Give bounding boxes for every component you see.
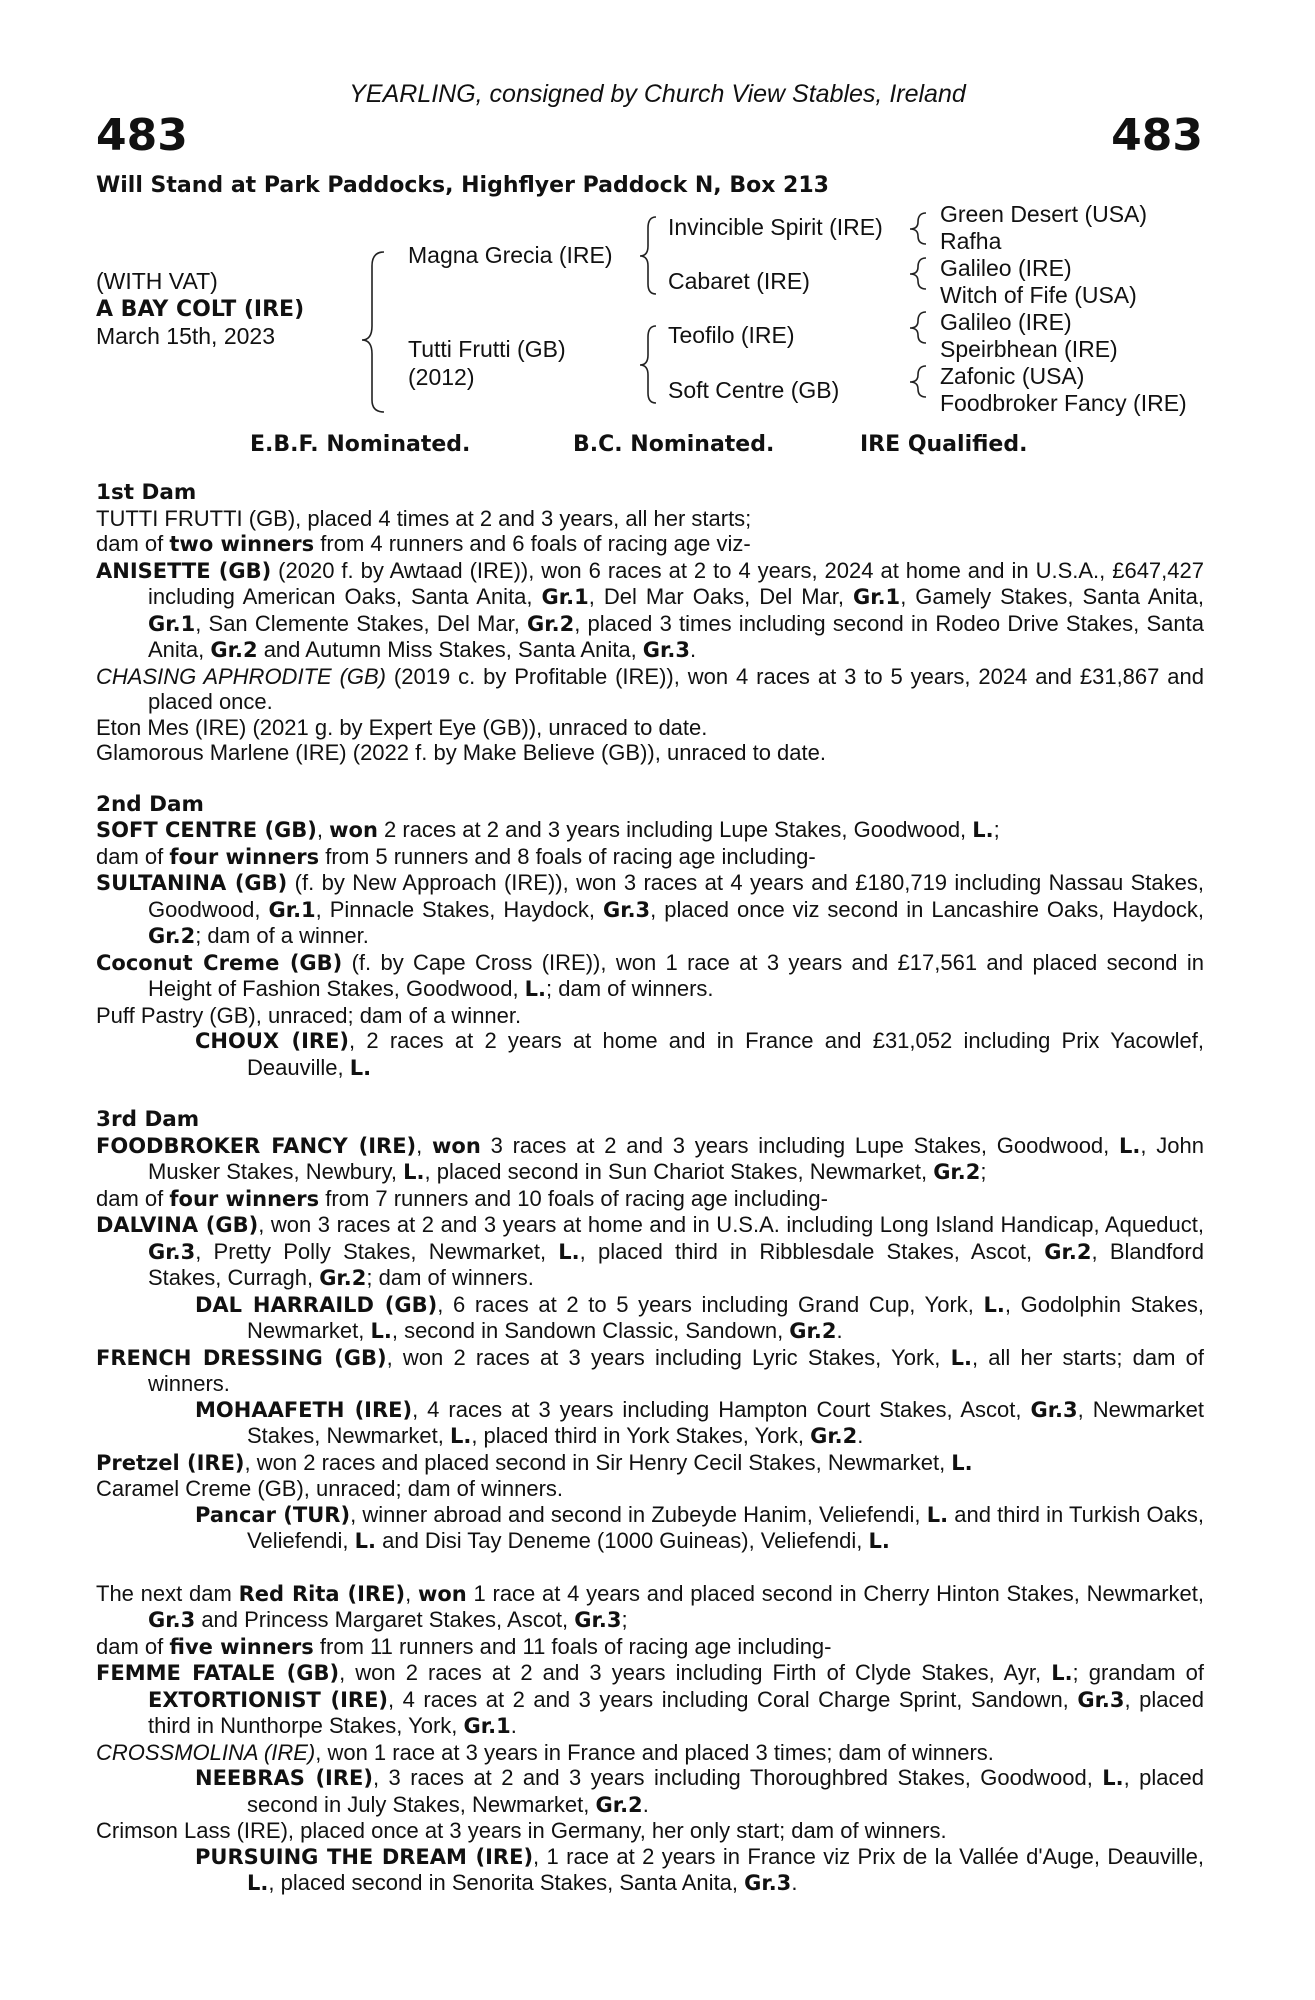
emphasis-text: ANISETTE (GB) <box>96 558 272 583</box>
pedigree-section <box>96 480 1204 766</box>
pedigree-sire: Magna Grecia (IRE) <box>408 242 613 268</box>
emphasis-text: L. <box>1119 1133 1141 1158</box>
pedigree-ggp-4: Witch of Fife (USA) <box>940 282 1137 308</box>
emphasis-text: Gr.1 <box>268 897 316 922</box>
record-text: , won 3 races at 2 and 3 years at home and in U.S.A. including Long Island Handicap, Aqueduct, <box>258 1212 1204 1237</box>
emphasis-text: two winners <box>169 532 315 556</box>
record-text: . <box>791 1870 798 1895</box>
record-line <box>96 664 1204 715</box>
nomination-ire: IRE Qualified. <box>860 432 1028 457</box>
section-heading: 2nd Dam <box>96 791 204 817</box>
emphasis-text: Gr.3 <box>642 638 690 662</box>
record-text: 1 race at 4 years and placed second in Cherry Hinton Stakes, Newmarket, <box>466 1580 1204 1606</box>
brace-main <box>362 252 384 412</box>
pedigree-sire-dam: Cabaret (IRE) <box>668 268 810 294</box>
record-line <box>96 506 1204 532</box>
emphasis-text: L. <box>950 1345 972 1370</box>
record-text: , 6 races at 2 to 5 years including Grand Cup, York, <box>437 1291 984 1317</box>
emphasis-text: Gr.2 <box>595 1792 643 1817</box>
record-line <box>96 715 1204 741</box>
pedigree-ggp-7: Zafonic (USA) <box>940 363 1085 389</box>
brace-gg2 <box>910 258 926 289</box>
brace-gg4 <box>910 366 926 397</box>
record-text: , placed third in Ribblesdale Stakes, Ascot, <box>579 1238 1045 1264</box>
emphasis-text: Pancar (TUR) <box>195 1502 351 1527</box>
emphasis-text: FOODBROKER FANCY (IRE) <box>96 1133 417 1158</box>
record-text: from 4 runners and 6 foals of racing age viz- <box>314 531 751 556</box>
record-line <box>96 1345 1204 1397</box>
emphasis-text: CHOUX (IRE) <box>195 1029 350 1053</box>
record-line <box>96 1502 1204 1555</box>
record-text: . <box>510 1713 517 1738</box>
emphasis-text: L. <box>524 977 547 1001</box>
record-text: (f. by New Approach (IRE)), won 3 races at 4 years and £180,719 including Nassau Stakes, Goodwood, <box>148 870 1204 922</box>
record-text: Caramel Creme (GB), unraced; dam of winners. <box>96 1476 564 1501</box>
emphasis-text: Coconut Creme (GB) <box>96 950 343 975</box>
record-line <box>96 1844 1204 1897</box>
emphasis-text: DAL HARRAILD (GB) <box>195 1292 438 1317</box>
emphasis-text: Gr.1 <box>148 611 196 636</box>
brace-sire <box>640 217 656 294</box>
record-line <box>96 817 1204 844</box>
emphasis-text: Gr.3 <box>574 1608 622 1632</box>
record-text: , placed second in July Stakes, Newmarket, <box>247 1765 1205 1817</box>
record-text: Glamorous Marlene (IRE) (2022 f. by Make Believe (GB)), unraced to date. <box>96 740 826 765</box>
record-text: dam of <box>96 1185 170 1211</box>
emphasis-text: L. <box>951 1450 973 1475</box>
record-line <box>96 1740 1204 1766</box>
record-text: and Princess Margaret Stakes, Ascot, <box>195 1607 575 1632</box>
record-line <box>96 1003 1204 1029</box>
emphasis-text: FRENCH DRESSING (GB) <box>96 1345 387 1370</box>
pedigree-dam-sire: Teofilo (IRE) <box>668 322 795 348</box>
section-heading: 3rd Dam <box>96 1107 200 1132</box>
record-line <box>96 1765 1204 1818</box>
record-text: ; dam of winners. <box>546 976 714 1001</box>
emphasis-text: Gr.1 <box>852 585 901 609</box>
record-text: . <box>690 637 697 662</box>
record-text: from 5 runners and 8 foals of racing age including- <box>319 843 816 869</box>
record-line <box>96 1397 1204 1450</box>
emphasis-text: L. <box>558 1239 580 1264</box>
record-line <box>96 1660 1204 1740</box>
pedigree-dam-year: (2012) <box>408 364 475 390</box>
stand-info: Will Stand at Park Paddocks, Highflyer Paddock N, Box 213 <box>96 173 829 198</box>
emphasis-text: Gr.3 <box>1030 1397 1078 1422</box>
record-text: , won 2 races and placed second in Sir Henry Cecil Stakes, Newmarket, <box>244 1449 952 1475</box>
record-text: dam of <box>96 843 170 869</box>
emphasis-text: PURSUING THE DREAM (IRE) <box>195 1844 534 1869</box>
nomination-bc: B.C. Nominated. <box>573 432 775 457</box>
record-text: ; <box>993 817 1000 842</box>
emphasis-text: NEEBRAS (IRE) <box>195 1766 373 1790</box>
emphasis-text: L. <box>983 1292 1005 1317</box>
emphasis-text: Red Rita (IRE) <box>238 1581 406 1606</box>
pedigree-ggp-3: Galileo (IRE) <box>940 255 1072 281</box>
record-text: ; dam of winners. <box>366 1265 534 1290</box>
emphasis-text: four winners <box>169 1186 320 1211</box>
emphasis-text: won <box>417 1581 467 1606</box>
record-text: , Gamely Stakes, Santa Anita, <box>900 584 1204 609</box>
record-text: , <box>416 1132 433 1158</box>
emphasis-text: Gr.2 <box>148 924 196 948</box>
emphasis-text: DALVINA (GB) <box>96 1213 259 1237</box>
section-heading: 1st Dam <box>96 480 197 505</box>
record-line <box>96 1292 1204 1345</box>
record-text: and Autumn Miss Stakes, Santa Anita, <box>257 637 643 662</box>
record-text: (f. by Cape Cross (IRE)), won 1 race at 3 years and £17,561 and placed second in Height of Fashion Stakes, Goodwood, <box>148 949 1204 1001</box>
record-line <box>96 1212 1204 1292</box>
emphasis-text: L. <box>1051 1661 1073 1685</box>
record-text: , Newmarket Stakes, Newmarket, <box>247 1396 1204 1448</box>
emphasis-text: L. <box>972 818 994 842</box>
emphasis-text: L. <box>370 1319 392 1343</box>
emphasis-text: L. <box>354 1529 376 1553</box>
pedigree-section <box>96 792 1204 1082</box>
emphasis-text: Gr.2 <box>810 1424 858 1448</box>
record-text: ; <box>621 1607 628 1632</box>
pedigree-ggp-8: Foodbroker Fancy (IRE) <box>940 390 1187 416</box>
record-line <box>96 558 1204 664</box>
record-text: and third in Turkish Oaks, Veliefendi, <box>247 1501 1205 1553</box>
pedigree-ggp-5: Galileo (IRE) <box>940 309 1072 335</box>
pedigree-sire-sire: Invincible Spirit (IRE) <box>668 214 883 240</box>
nomination-ebf: E.B.F. Nominated. <box>250 432 471 457</box>
record-text: , winner abroad and second in Zubeyde Hanim, Veliefendi, <box>350 1501 927 1527</box>
record-text: , 4 races at 2 and 3 years including Coral Charge Sprint, Sandown, <box>388 1686 1078 1712</box>
record-text: , won 1 race at 3 years in France and placed 3 times; dam of winners. <box>315 1739 994 1765</box>
record-text: , Pretty Polly Stakes, Newmarket, <box>195 1238 559 1264</box>
subject-name: A BAY COLT (IRE) <box>96 297 305 322</box>
emphasis-text: SULTANINA (GB) <box>96 871 288 895</box>
emphasis-text: won <box>329 818 378 842</box>
record-text: , John Musker Stakes, Newbury, <box>148 1132 1204 1184</box>
record-text: , 1 race at 2 years in France viz Prix de la Vallée d'Auge, Deauville, <box>533 1843 1204 1869</box>
record-text: (2020 f. by Awtaad (IRE)), won 6 races at 2 to 4 years, 2024 at home and in U.S.A., £647,427 including American Oaks, Santa Anita, <box>148 557 1204 609</box>
record-text: , <box>405 1580 418 1606</box>
record-text: CROSSMOLINA (IRE) <box>96 1739 316 1765</box>
produce-record <box>96 480 1204 1897</box>
pedigree-dam-dam: Soft Centre (GB) <box>668 377 840 403</box>
record-text: . <box>836 1318 843 1343</box>
emphasis-text: Gr.3 <box>148 1239 196 1264</box>
emphasis-text: Gr.3 <box>148 1608 196 1632</box>
record-text: 2 races at 2 and 3 years including Lupe Stakes, Goodwood, <box>377 817 973 842</box>
emphasis-text: won <box>432 1133 481 1158</box>
record-text: The next dam <box>96 1580 239 1606</box>
emphasis-text: L. <box>449 1424 472 1448</box>
record-text: , Godolphin Stakes, Newmarket, <box>247 1291 1204 1343</box>
record-text: , won 2 races at 2 and 3 years including Firth of Clyde Stakes, Ayr, <box>339 1660 1052 1685</box>
emphasis-text: FEMME FATALE (GB) <box>96 1661 340 1685</box>
record-text: , placed third in Nunthorpe Stakes, York, <box>148 1686 1204 1738</box>
record-line <box>96 870 1204 950</box>
lot-number-right: 483 <box>1111 110 1203 161</box>
pedigree-dam-name: Tutti Frutti (GB) <box>408 336 566 362</box>
subject-dob: March 15th, 2023 <box>96 323 276 349</box>
record-text: , placed once viz second in Lancashire Oaks, Haydock, <box>650 896 1205 922</box>
emphasis-text: five winners <box>169 1634 314 1659</box>
record-line <box>96 1634 1204 1661</box>
brace-gg3 <box>910 312 926 343</box>
record-line <box>96 1133 1204 1186</box>
record-text: 3 races at 2 and 3 years including Lupe Stakes, Goodwood, <box>480 1132 1120 1158</box>
section-gap <box>96 766 1204 792</box>
vat-label: (WITH VAT) <box>96 268 218 294</box>
emphasis-text: Gr.3 <box>1077 1687 1125 1712</box>
emphasis-text: L. <box>403 1160 425 1184</box>
emphasis-text: Gr.2 <box>527 611 575 636</box>
emphasis-text: Gr.2 <box>933 1160 981 1184</box>
record-text: from 7 runners and 10 foals of racing age including- <box>319 1185 828 1211</box>
emphasis-text: Gr.3 <box>602 897 651 922</box>
record-text: , Blandford Stakes, Curragh, <box>148 1238 1204 1290</box>
brace-gg1 <box>910 213 926 244</box>
record-text: Eton Mes (IRE) (2021 g. by Expert Eye (GB)), unraced to date. <box>96 714 708 740</box>
record-text: Puff Pastry (GB), unraced; dam of a winner. <box>96 1002 522 1028</box>
pedigree-section <box>96 1107 1204 1555</box>
record-text: . <box>857 1423 864 1448</box>
record-line <box>96 844 1204 871</box>
emphasis-text: EXTORTIONIST (IRE) <box>148 1687 389 1712</box>
record-text: TUTTI FRUTTI (GB), placed 4 times at 2 and 3 years, all her starts; <box>96 505 752 531</box>
lot-number-left: 483 <box>96 110 188 161</box>
record-text: , 3 races at 2 and 3 years including Thoroughbred Stakes, Goodwood, <box>372 1765 1103 1790</box>
record-text: (2019 c. by Profitable (IRE)), won 4 races at 3 to 5 years, 2024 and £31,867 and placed once. <box>148 663 1204 714</box>
record-text: , San Clemente Stakes, Del Mar, <box>195 610 528 636</box>
pedigree-ggp-6: Speirbhean (IRE) <box>940 336 1118 362</box>
record-text: Crimson Lass (IRE), placed once at 3 years in Germany, her only start; dam of winners. <box>96 1818 947 1843</box>
emphasis-text: MOHAAFETH (IRE) <box>195 1397 413 1422</box>
record-text: , all her starts; dam of winners. <box>148 1344 1205 1396</box>
record-text: , 2 races at 2 years at home and in France and £31,052 including Prix Yacowlef, Deauville, <box>247 1028 1205 1080</box>
emphasis-text: SOFT CENTRE (GB) <box>96 818 317 842</box>
pedigree-ggp-1: Green Desert (USA) <box>940 201 1148 227</box>
record-text: , placed third in York Stakes, York, <box>471 1423 811 1448</box>
record-line <box>96 1028 1204 1081</box>
emphasis-text: Gr.2 <box>789 1319 837 1343</box>
emphasis-text: Gr.2 <box>1044 1239 1092 1264</box>
emphasis-text: Gr.3 <box>744 1871 792 1895</box>
record-text: , second in Sandown Classic, Sandown, <box>391 1318 790 1343</box>
page-subtitle: YEARLING, consigned by Church View Stables, Ireland <box>349 80 966 108</box>
record-text: dam of <box>96 531 170 556</box>
record-line <box>96 1450 1204 1477</box>
record-line <box>96 950 1204 1003</box>
record-text: CHASING APHRODITE (GB) <box>96 663 387 689</box>
emphasis-text: L. <box>247 1871 269 1895</box>
record-line <box>96 531 1204 558</box>
record-line <box>96 1581 1204 1634</box>
pedigree-section <box>96 1581 1204 1897</box>
emphasis-text: Gr.1 <box>463 1714 511 1738</box>
record-text: ; <box>980 1159 987 1184</box>
record-text: , Pinnacle Stakes, Haydock, <box>315 896 603 922</box>
emphasis-text: L. <box>868 1529 890 1553</box>
pedigree-ggp-2: Rafha <box>940 228 1002 254</box>
record-text: , <box>316 817 330 842</box>
section-gap <box>96 1081 1204 1107</box>
record-text: and Disi Tay Deneme (1000 Guineas), Veliefendi, <box>376 1528 869 1553</box>
record-line <box>96 1186 1204 1213</box>
record-text: from 11 runners and 11 foals of racing age including- <box>313 1633 832 1659</box>
record-text: , placed second in Senorita Stakes, Santa Anita, <box>268 1870 745 1895</box>
record-text: , placed second in Sun Chariot Stakes, Newmarket, <box>424 1159 934 1184</box>
record-line <box>96 740 1204 766</box>
record-line <box>96 1818 1204 1844</box>
emphasis-text: L. <box>926 1502 949 1527</box>
emphasis-text: L. <box>349 1055 372 1080</box>
brace-dam <box>640 326 656 403</box>
record-line <box>96 1476 1204 1502</box>
record-text: , 4 races at 3 years including Hampton Court Stakes, Ascot, <box>412 1396 1031 1422</box>
record-text: . <box>642 1791 649 1817</box>
emphasis-text: Pretzel (IRE) <box>96 1450 245 1475</box>
emphasis-text: Gr.2 <box>319 1266 367 1290</box>
record-text: dam of <box>96 1633 170 1659</box>
record-text: , placed 3 times including second in Rodeo Drive Stakes, Santa Anita, <box>148 610 1204 662</box>
record-text: , Del Mar Oaks, Del Mar, <box>588 584 853 609</box>
emphasis-text: four winners <box>169 844 320 869</box>
section-gap <box>96 1555 1204 1581</box>
record-text: , won 2 races at 3 years including Lyric Stakes, York, <box>386 1344 951 1370</box>
emphasis-text: Gr.2 <box>210 638 258 662</box>
emphasis-text: L. <box>1102 1766 1124 1790</box>
emphasis-text: Gr.1 <box>541 585 589 609</box>
record-text: ; grandam of <box>1072 1660 1204 1685</box>
record-text: ; dam of a winner. <box>195 923 369 948</box>
